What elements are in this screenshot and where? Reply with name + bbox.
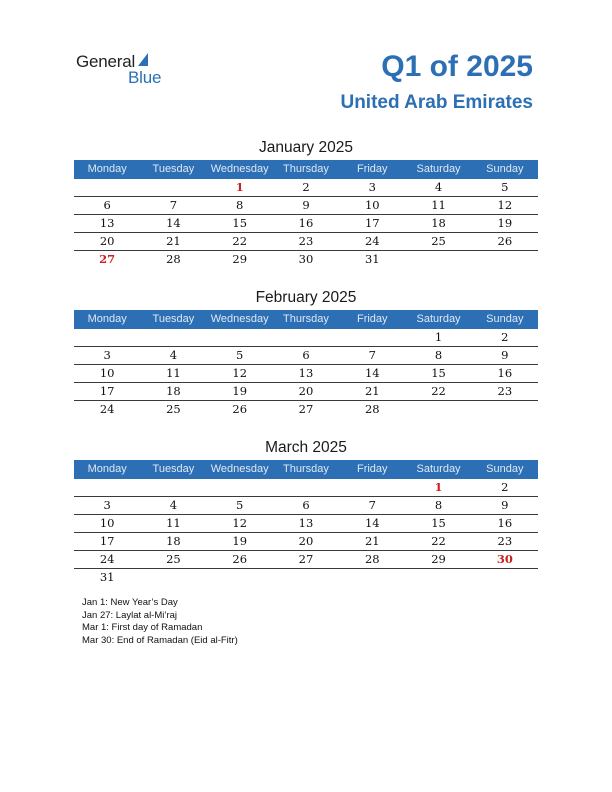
weekday-label: Sunday <box>486 163 524 175</box>
day-cell: 2 <box>501 330 509 344</box>
month-title: January 2025 <box>259 139 353 156</box>
day-cell <box>472 569 538 586</box>
week-row <box>74 551 538 569</box>
weekday-label: Monday <box>87 463 127 475</box>
weekday-label: Wednesday <box>210 163 269 175</box>
holiday-note: Jan 1: New Year’s Day <box>82 597 178 608</box>
week-row <box>74 197 538 215</box>
day-cell: 26 <box>232 402 248 416</box>
day-cell: 30 <box>298 252 314 266</box>
day-cell: 5 <box>501 180 509 194</box>
day-cell: 11 <box>431 198 446 212</box>
day-cell <box>339 479 405 496</box>
day-cell: 14 <box>166 216 181 230</box>
weekday-label: Wednesday <box>210 313 269 325</box>
day-cell: 11 <box>166 516 181 530</box>
day-cell: 22 <box>431 534 446 548</box>
logo-text-blue: Blue <box>128 68 162 87</box>
weekday-label: Thursday <box>283 313 329 325</box>
month-calendar-january <box>74 137 538 268</box>
weekday-label: Wednesday <box>210 463 269 475</box>
day-cell: 19 <box>497 216 513 230</box>
day-cell: 6 <box>103 198 111 212</box>
holiday-day-cell: 27 <box>99 252 116 266</box>
day-cell: 9 <box>501 348 509 362</box>
day-cell: 20 <box>298 534 314 548</box>
day-cell: 7 <box>368 348 376 362</box>
day-cell <box>405 401 471 418</box>
day-cell: 15 <box>431 516 446 530</box>
day-cell: 20 <box>99 234 115 248</box>
day-cell: 10 <box>99 366 115 380</box>
day-cell: 16 <box>497 366 513 380</box>
month-calendar-february <box>74 287 538 418</box>
day-cell: 24 <box>99 402 115 416</box>
weekday-label: Tuesday <box>152 463 195 475</box>
logo-triangle-icon <box>138 53 148 66</box>
day-cell: 19 <box>232 534 248 548</box>
month-title: March 2025 <box>265 439 347 456</box>
holiday-day-cell: 1 <box>434 480 443 494</box>
day-cell: 18 <box>431 216 446 230</box>
month-calendar-march <box>74 437 538 586</box>
week-row <box>74 251 538 268</box>
weekday-header-row <box>74 310 538 329</box>
day-cell: 13 <box>298 516 314 530</box>
day-cell: 12 <box>232 366 248 380</box>
day-cell: 31 <box>364 252 380 266</box>
day-cell: 26 <box>497 234 513 248</box>
day-cell: 27 <box>298 552 314 566</box>
week-row <box>74 383 538 401</box>
day-cell <box>74 329 140 346</box>
logo-text-general: General <box>76 52 136 71</box>
day-cell: 11 <box>166 366 181 380</box>
day-cell: 25 <box>166 402 181 416</box>
day-cell <box>273 329 339 346</box>
day-cell: 10 <box>364 198 380 212</box>
day-cell: 31 <box>99 570 115 584</box>
holiday-day-cell: 30 <box>496 552 513 566</box>
day-cell: 27 <box>298 402 314 416</box>
week-row <box>74 365 538 383</box>
week-row <box>74 329 538 347</box>
holiday-notes <box>82 597 238 647</box>
day-cell: 12 <box>232 516 248 530</box>
day-cell: 19 <box>232 384 248 398</box>
weekday-label: Thursday <box>283 463 329 475</box>
day-cell: 4 <box>169 498 178 512</box>
day-cell: 18 <box>166 384 181 398</box>
day-cell: 8 <box>434 348 443 362</box>
day-cell: 13 <box>298 366 314 380</box>
day-cell: 17 <box>99 534 115 548</box>
day-cell: 17 <box>364 216 380 230</box>
day-cell: 21 <box>364 384 380 398</box>
day-cell: 15 <box>431 366 446 380</box>
day-cell: 28 <box>364 552 380 566</box>
day-cell: 16 <box>497 516 513 530</box>
day-cell <box>405 251 471 268</box>
day-cell: 29 <box>431 552 446 566</box>
day-cell: 20 <box>298 384 314 398</box>
day-cell: 4 <box>434 180 443 194</box>
country-subtitle: United Arab Emirates <box>340 92 533 113</box>
day-cell: 24 <box>364 234 380 248</box>
day-cell: 1 <box>434 330 443 344</box>
week-row <box>74 515 538 533</box>
week-row <box>74 479 538 497</box>
weekday-label: Friday <box>356 163 388 175</box>
weekday-label: Saturday <box>416 463 461 475</box>
weekday-label: Monday <box>87 163 127 175</box>
day-cell: 29 <box>232 252 248 266</box>
week-row <box>74 233 538 251</box>
day-cell: 23 <box>298 234 314 248</box>
weekday-header-row <box>74 460 538 479</box>
day-cell: 9 <box>501 498 509 512</box>
day-cell <box>273 569 339 586</box>
day-cell <box>140 329 206 346</box>
weekday-header-row <box>74 160 538 179</box>
day-cell <box>339 329 405 346</box>
day-cell <box>207 569 273 586</box>
day-cell: 23 <box>497 534 513 548</box>
page-title: Q1 of 2025 <box>381 50 533 83</box>
holiday-note: Mar 30: End of Ramadan (Eid al-Fitr) <box>82 634 238 646</box>
day-cell: 13 <box>99 216 115 230</box>
week-row <box>74 215 538 233</box>
day-cell: 24 <box>99 552 115 566</box>
day-cell <box>405 569 471 586</box>
day-cell: 8 <box>434 498 443 512</box>
day-cell: 5 <box>236 348 244 362</box>
day-cell <box>472 251 538 268</box>
week-row <box>74 533 538 551</box>
day-cell: 12 <box>497 198 513 212</box>
day-cell: 9 <box>302 198 310 212</box>
day-cell <box>273 479 339 496</box>
day-cell: 3 <box>103 498 111 512</box>
day-cell: 25 <box>431 234 446 248</box>
day-cell: 5 <box>236 498 244 512</box>
day-cell <box>472 401 538 418</box>
weekday-label: Monday <box>87 313 127 325</box>
day-cell: 23 <box>497 384 513 398</box>
holiday-day-cell: 1 <box>235 180 244 194</box>
day-cell: 16 <box>298 216 314 230</box>
weekday-label: Saturday <box>416 313 461 325</box>
day-cell: 7 <box>368 498 376 512</box>
day-cell <box>140 569 206 586</box>
month-title: February 2025 <box>255 289 357 306</box>
week-row <box>74 401 538 418</box>
day-cell: 22 <box>431 384 446 398</box>
generalblue-logo <box>76 52 176 92</box>
day-cell: 15 <box>232 216 248 230</box>
day-cell: 6 <box>302 498 310 512</box>
day-cell: 14 <box>364 366 380 380</box>
day-cell <box>74 479 140 496</box>
day-cell: 3 <box>103 348 111 362</box>
day-cell: 28 <box>364 402 380 416</box>
weekday-label: Thursday <box>283 163 329 175</box>
day-cell: 8 <box>236 198 244 212</box>
day-cell: 22 <box>232 234 248 248</box>
day-cell <box>207 479 273 496</box>
holiday-note: Mar 1: First day of Ramadan <box>82 622 203 634</box>
day-cell: 10 <box>99 516 115 530</box>
day-cell <box>74 179 140 196</box>
day-cell <box>207 329 273 346</box>
day-cell: 6 <box>302 348 310 362</box>
day-cell: 2 <box>302 180 310 194</box>
holiday-note: Jan 27: Laylat al-Mi’raj <box>82 609 178 621</box>
day-cell <box>140 479 206 496</box>
day-cell <box>339 569 405 586</box>
weekday-label: Friday <box>356 313 388 325</box>
weekday-label: Saturday <box>416 163 461 175</box>
day-cell: 28 <box>166 252 181 266</box>
week-row <box>74 497 538 515</box>
day-cell: 25 <box>166 552 181 566</box>
day-cell: 3 <box>368 180 376 194</box>
day-cell <box>140 179 206 196</box>
weekday-label: Friday <box>356 463 388 475</box>
day-cell: 17 <box>99 384 115 398</box>
day-cell: 18 <box>166 534 181 548</box>
day-cell: 2 <box>501 480 509 494</box>
day-cell: 4 <box>169 348 178 362</box>
day-cell: 21 <box>364 534 380 548</box>
weekday-label: Sunday <box>486 313 524 325</box>
day-cell: 14 <box>364 516 380 530</box>
day-cell: 21 <box>166 234 181 248</box>
weekday-label: Tuesday <box>152 313 195 325</box>
week-row <box>74 179 538 197</box>
week-row <box>74 569 538 586</box>
day-cell: 7 <box>169 198 178 212</box>
weekday-label: Tuesday <box>152 163 195 175</box>
week-row <box>74 347 538 365</box>
weekday-label: Sunday <box>486 463 524 475</box>
day-cell: 26 <box>232 552 248 566</box>
